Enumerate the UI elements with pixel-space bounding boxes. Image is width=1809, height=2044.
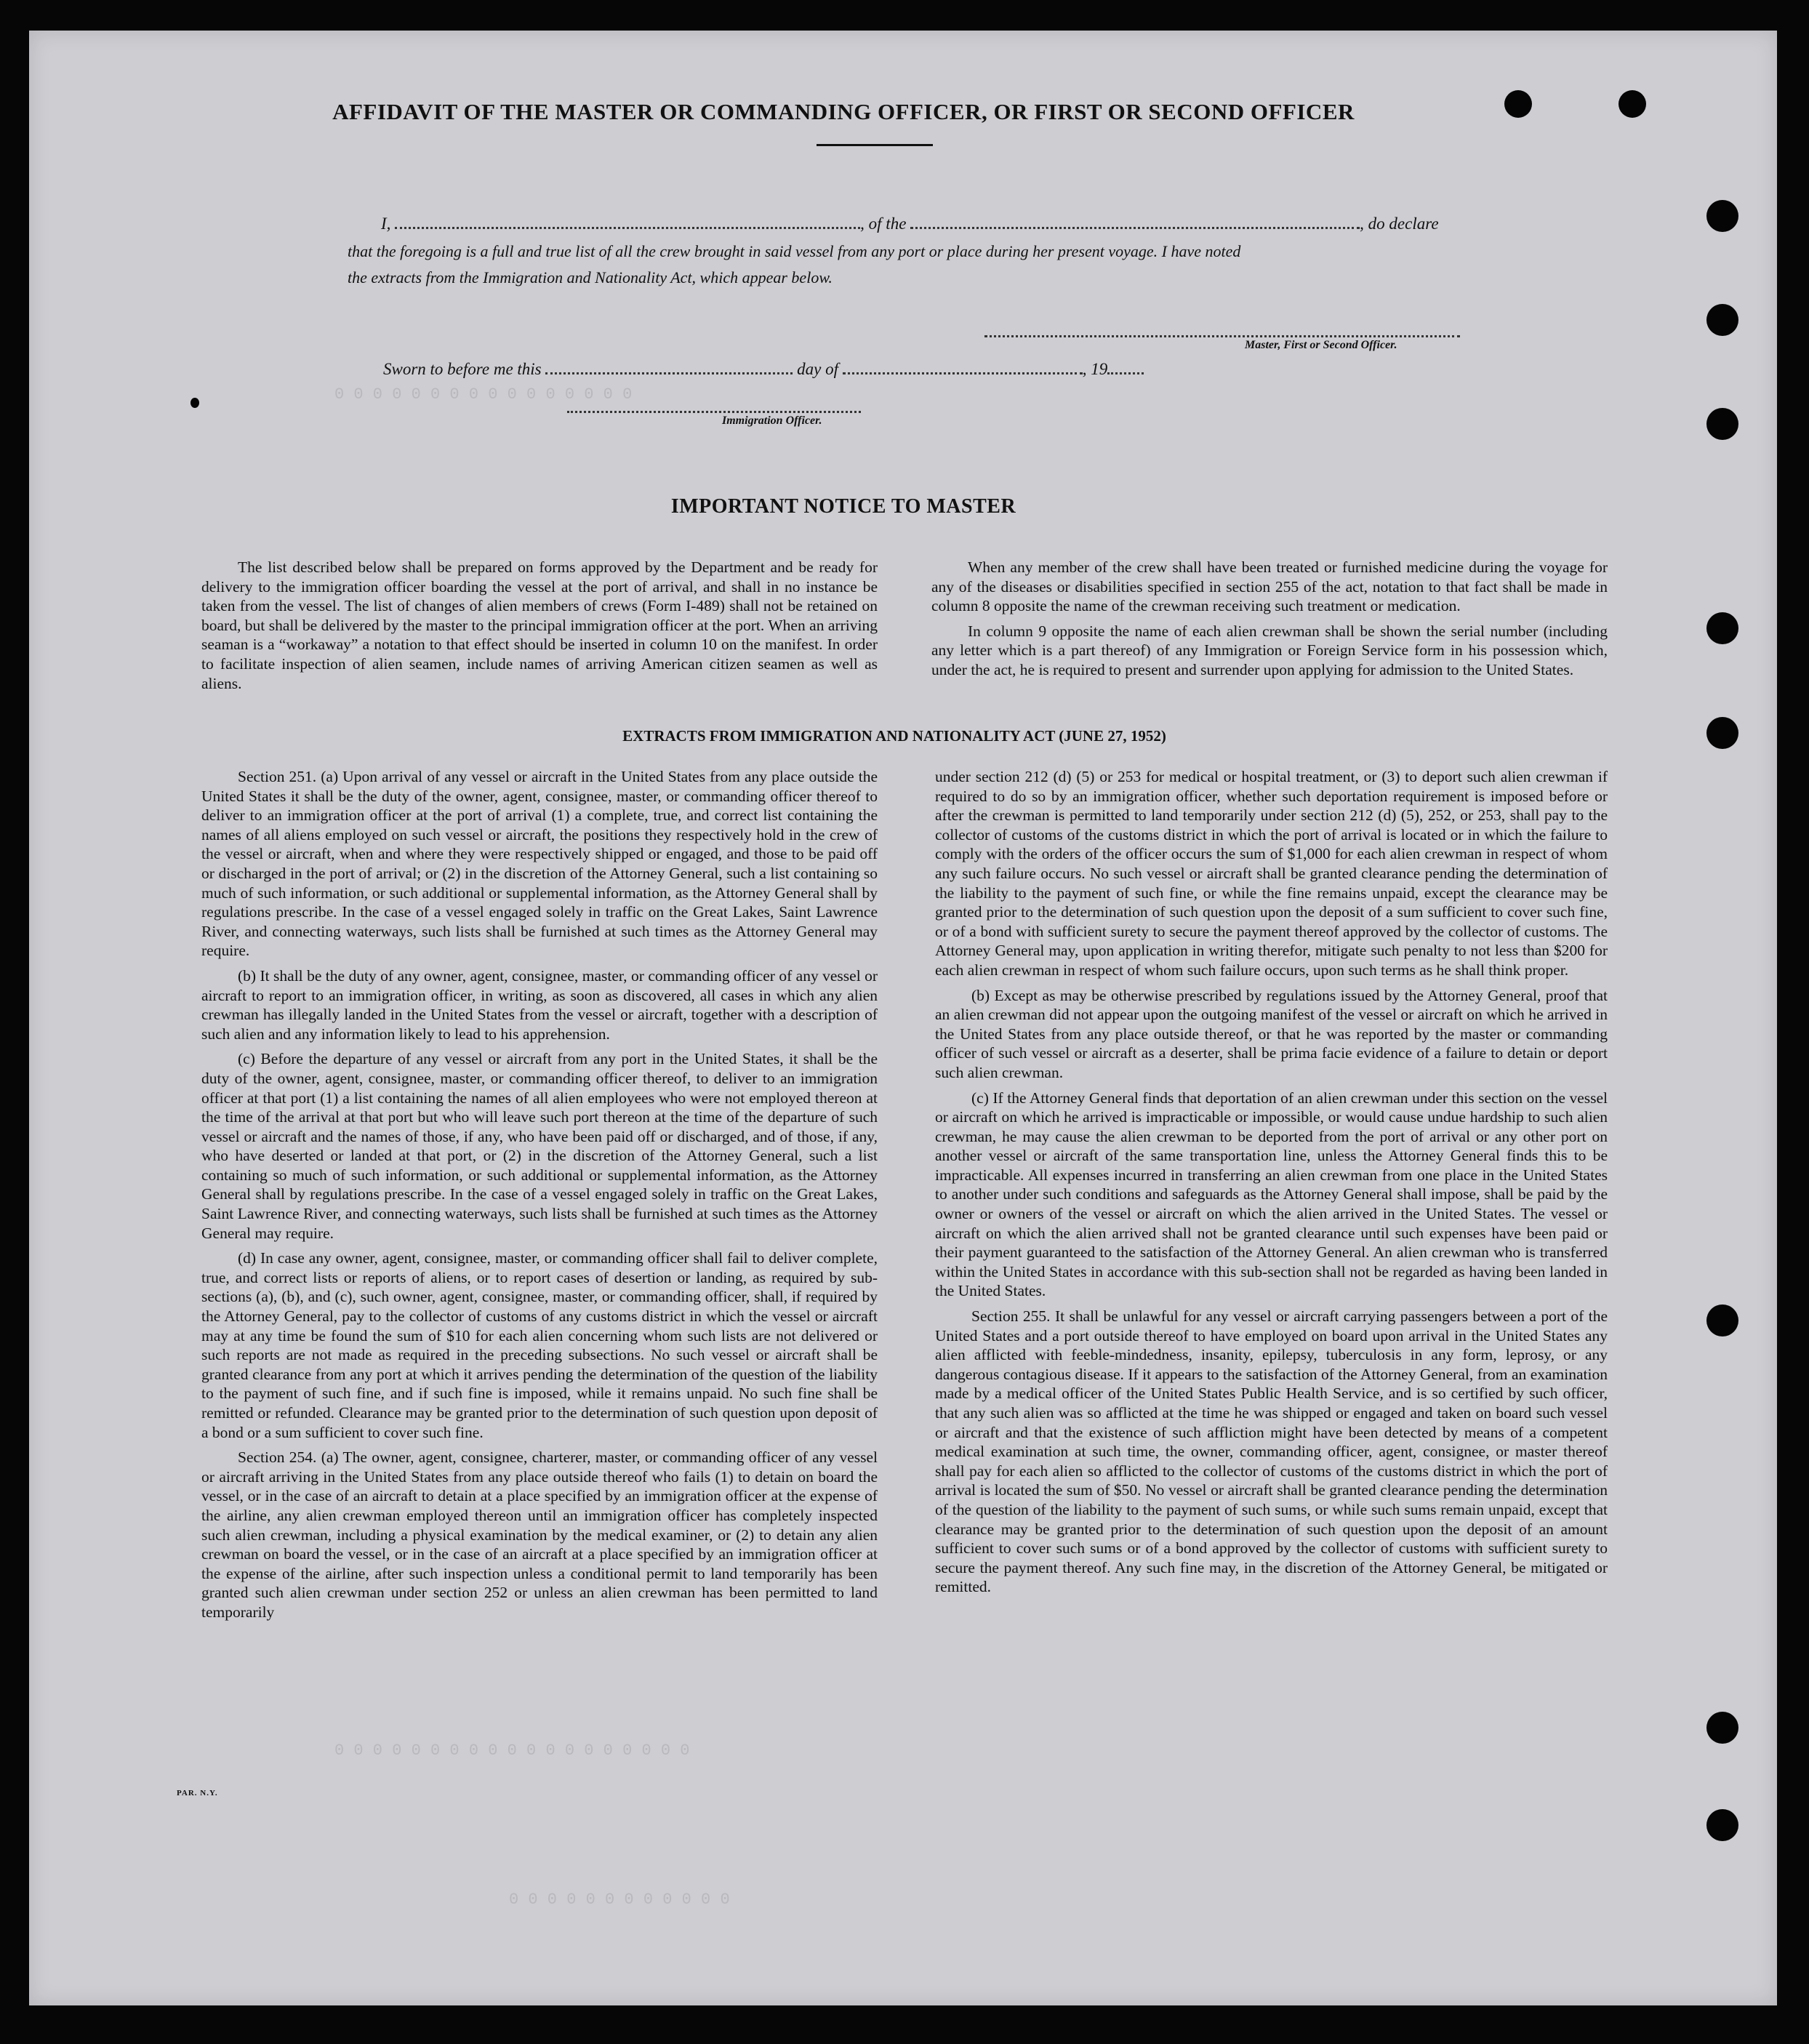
punch-hole — [1706, 200, 1738, 232]
extracts-title: EXTRACTS FROM IMMIGRATION AND NATIONALITY ACT (JUNE 27, 1952) — [622, 727, 1166, 745]
year-label: , 19 — [1082, 360, 1108, 378]
extract-paragraph: Section 254. (a) The owner, agent, consignee, charterer, master, or commanding officer of any vessel or aircraft arriving in the United States from any place outside thereof who fails (1) to detain on board the vessel, or in the case of an aircraft to detain at a place specified by an immigration officer at the expense of the airline, any alien crewman employed thereon until an immigration officer has completely inspected such alien crewman, including a physical examination by the medical examiner, or (2) to detain any alien crewman on board the vessel, or in the case of an aircraft at a place specified by an immigration officer at the expense of the airline, after such inspection unless a conditional permit to land temporarily has been granted such alien crewman under section 252 or unless an alien crewman has been permitted to land temporarily — [201, 1448, 878, 1621]
extracts-right-column — [935, 767, 1608, 1603]
vessel-blank[interactable] — [910, 212, 1360, 229]
punch-hole — [1706, 304, 1738, 336]
day-blank[interactable] — [545, 358, 793, 374]
stray-mark — [190, 398, 199, 408]
extracts-left-column — [201, 767, 878, 1628]
bleed-through-text: 0 0 0 0 0 0 0 0 0 0 0 0 0 0 0 0 0 0 0 — [334, 1742, 690, 1760]
master-signature-label: Master, First or Second Officer. — [1245, 339, 1397, 351]
of-the-label: , of the — [860, 215, 907, 233]
master-signature-blank[interactable] — [984, 321, 1460, 337]
extract-paragraph: (d) In case any owner, agent, consignee, master, or commanding officer shall fail to deliver complete, true, and correct lists or reports of aliens, or to report cases of desertion or landing, as required by sub-sections (a), (b), and (c), such owner, agent, consignee, master, or commanding officer, shall, if required by the Attorney General, pay to the collector of customs of any customs district in which the vessel or aircraft may at any time be found the sum of $10 for each alien concerning whom such lists are not delivered or such reports are not made as required in the preceding subsections. No such vessel or aircraft shall be granted clearance from any port at which it arrives pending the determination of the question of the liability to the payment of such fine, and if such fine is imposed, while it remains unpaid. No such fine shall be remitted or refunded. Clearance may be granted prior to the determination of such question upon deposit of a bond or a sum sufficient to cover such fine. — [201, 1249, 878, 1441]
extract-paragraph: (b) It shall be the duty of any owner, agent, consignee, master, or commanding officer of any vessel or aircraft to report to an immigration officer, in writing, as soon as discovered, all cases in which any alien crewman has illegally landed in the United States from the vessel or aircraft, together with a description of such alien and any information likely to lead to his apprehension. — [201, 966, 878, 1043]
extract-paragraph: under section 212 (d) (5) or 253 for medical or hospital treatment, or (3) to deport such alien crewman if required to do so by an immigration officer, whether such deportation requirement is imposed before or after the crewman is permitted to land temporarily under section 212 (d) (5), 252, or 253, shall pay to the collector of customs of the customs district in which the port of arrival is located or in which the failure to comply with the orders of the officer occurs the sum of $1,000 for each alien crewman in respect of whom any such failure occurs. No such vessel or aircraft shall be granted clearance pending the determination of the liability to the payment of such fine, or while the fine remains unpaid, except the clearance may be granted prior to the determination of such question upon the deposit of a sum sufficient to cover such fine, or of a bond with sufficient surety to secure the payment thereof approved by the collector of customs. The Attorney General may, upon application in writing therefor, mitigate such penalty to not less than $200 for each alien crewman in respect of whom such failure occurs, upon such terms as he shall think proper. — [935, 768, 1608, 979]
printer-mark: PAR. N.Y. — [177, 1789, 218, 1797]
notice-right-column — [931, 558, 1608, 686]
officer-signature-label: Immigration Officer. — [722, 414, 822, 427]
statement-line-1: that the foregoing is a full and true list of all the crew brought in said vessel from any port or place during her present voyage. I have noted — [348, 242, 1241, 260]
name-blank[interactable] — [395, 212, 860, 229]
punch-hole — [1706, 1712, 1738, 1744]
notice-paragraph: When any member of the crew shall have been treated or furnished medicine during the voyage for any of the diseases or disabilities specified in section 255 of the act, notation to that fact shall be made in column 8 opposite the name of the crewman receiving such treatment or medication. — [931, 558, 1608, 615]
statement-line-2: the extracts from the Immigration and Nationality Act, which appear below. — [348, 268, 833, 286]
extract-paragraph: (c) If the Attorney General finds that deportation of an alien crewman under this section on the vessel or aircraft on which he arrived is impracticable or impossible, or would cause undue hardship to such alien crewman, he may cause the alien crewman to be deported from the port of arrival or any other port on another vessel or aircraft of the same transportation line, unless the Attorney General finds this to be impracticable. All expenses incurred in transferring an alien crewman from one place in the United States to another under such conditions and safeguards as the Attorney General shall impose, shall be paid by the owner or owners of the vessel or aircraft on which the alien arrived in the United States. The vessel or aircraft on which the alien arrived shall not be granted clearance until such expenses have been paid or their payment guaranteed to the satisfaction of the Attorney General. An alien crewman who is transferred within the United States in accordance with this sub-section shall not be regarded as having been landed in the United States. — [935, 1089, 1608, 1300]
notice-title: IMPORTANT NOTICE TO MASTER — [670, 495, 1016, 518]
declaration-line — [381, 212, 1439, 233]
extract-paragraph: (b) Except as may be otherwise prescribed by regulations issued by the Attorney General, proof that an alien crewman did not appear upon the outgoing manifest of the vessel or aircraft on which he arrived in the United States from any place outside thereof, or that he was reported by the master or commanding officer of such vessel or aircraft as a deserter, shall be prima facie evidence of a failure to detain or deport such alien crewman. — [935, 986, 1608, 1081]
bleed-through-text: 0 0 0 0 0 0 0 0 0 0 0 0 0 0 0 0 — [334, 385, 633, 404]
notice-paragraph: The list described below shall be prepared on forms approved by the Department and be ready for delivery to the immigration officer boarding the vessel at the port of arrival, and shall in no instance be taken from the vessel. The list of changes of alien members of crews (Form I-489) shall not be retained on board, but shall be delivered by the master to the principal immigration officer at the port. When an arriving seaman is a “workaway” a notation to that effect should be inserted in column 10 on the manifest. In order to facilitate inspection of alien seamen, include names of arriving American citizen seamen as well as aliens. — [201, 558, 878, 692]
sworn-line — [383, 358, 1144, 379]
day-of-label: day of — [797, 360, 838, 378]
extract-paragraph: Section 251. (a) Upon arrival of any vessel or aircraft in the United States from any place outside the United States it shall be the duty of the owner, agent, consignee, master, or commanding officer thereof to deliver to an immigration officer at the port of arrival (1) a complete, true, and correct list containing the names of all aliens employed on such vessel or aircraft, the positions they respectively hold in the crew of the vessel or aircraft, when and where they were respectively shipped or engaged, and those to be paid off or discharged in the port of arrival; or (2) in the discretion of the Attorney General, such a list containing so much of such information, or such additional or supplemental information, as the Attorney General shall by regulations prescribe. In the case of a vessel engaged solely in traffic on the Great Lakes, Saint Lawrence River, and connecting waterways, such lists shall be furnished at such times as the Attorney General may require. — [201, 768, 878, 960]
punch-hole — [1706, 408, 1738, 440]
officer-signature-blank[interactable] — [567, 396, 861, 413]
punch-hole — [1706, 1304, 1738, 1336]
punch-hole — [1706, 1809, 1738, 1841]
affidavit-title: AFFIDAVIT OF THE MASTER OR COMMANDING OFFICER, OR FIRST OR SECOND OFFICER — [332, 99, 1355, 124]
title-divider — [817, 144, 933, 146]
notice-left-column — [201, 558, 878, 699]
do-declare-label: , do declare — [1360, 215, 1439, 233]
punch-hole — [1706, 717, 1738, 749]
extract-paragraph: Section 255. It shall be unlawful for any vessel or aircraft carrying passengers between a port of the United States and a port outside thereof to have employed on board upon arrival in the United States any alien afflicted with feeble-mindedness, insanity, epilepsy, tuberculosis in any form, leprosy, or any dangerous contagious disease. If it appears to the satisfaction of the Attorney General, from an examination made by a medical officer of the United States Public Health Service, and is so certified by such officer, that any such alien was so afflicted at the time he was shipped or engaged and taken on board such vessel or aircraft and that the existence of such affliction might have been detected by means of a competent medical examination at such time, the owner, commanding officer, agent, consignee, or master thereof shall pay for each alien so afflicted to the collector of customs of the customs district in which the port of arrival is located the sum of $50. No vessel or aircraft shall be granted clearance pending the determination of the question of the liability to the payment of such sums, or while such sums remain unpaid, except that clearance may be granted prior to the determination of such question upon the deposit of an amount sufficient to cover such sums or of a bond approved by the collector of customs with sufficient surety to secure the payment thereof. Any such fine may, in the discretion of the Attorney General, be mitigated or remitted. — [935, 1307, 1608, 1596]
bleed-through-text: 0 0 0 0 0 0 0 0 0 0 0 0 — [509, 1891, 730, 1909]
month-blank[interactable] — [843, 358, 1083, 374]
punch-hole — [1706, 612, 1738, 644]
year-blank[interactable] — [1107, 358, 1144, 374]
i-label: I, — [381, 215, 391, 233]
extract-paragraph: (c) Before the departure of any vessel or aircraft from any port in the United States, it shall be the duty of the owner, agent, consignee, master, or commanding officer thereof, to deliver to an immigration officer at that port (1) a list containing the names of all alien employees who were not employed thereon at the time of the arrival at that port but who will leave such port thereon at the time of the departure of such vessel or aircraft and the names of those, if any, who have been paid off or discharged, and of those, if any, who have deserted or landed at that port, or (2) in the discretion of the Attorney General, such a list containing so much of such information, or such additional or supplemental information, as the Attorney General shall by regulations prescribe. In the case of a vessel engaged solely in traffic on the Great Lakes, Saint Lawrence River, and connecting waterways, such lists shall be furnished at such times as the Attorney General may require. — [201, 1050, 878, 1242]
sworn-label: Sworn to before me this — [383, 360, 542, 378]
notice-paragraph: In column 9 opposite the name of each alien crewman shall be shown the serial number (including any letter which is a part thereof) of any Immigration or Foreign Service form in his possession which, under the act, he is required to present and surrender upon applying for admission to the United States. — [931, 622, 1608, 678]
